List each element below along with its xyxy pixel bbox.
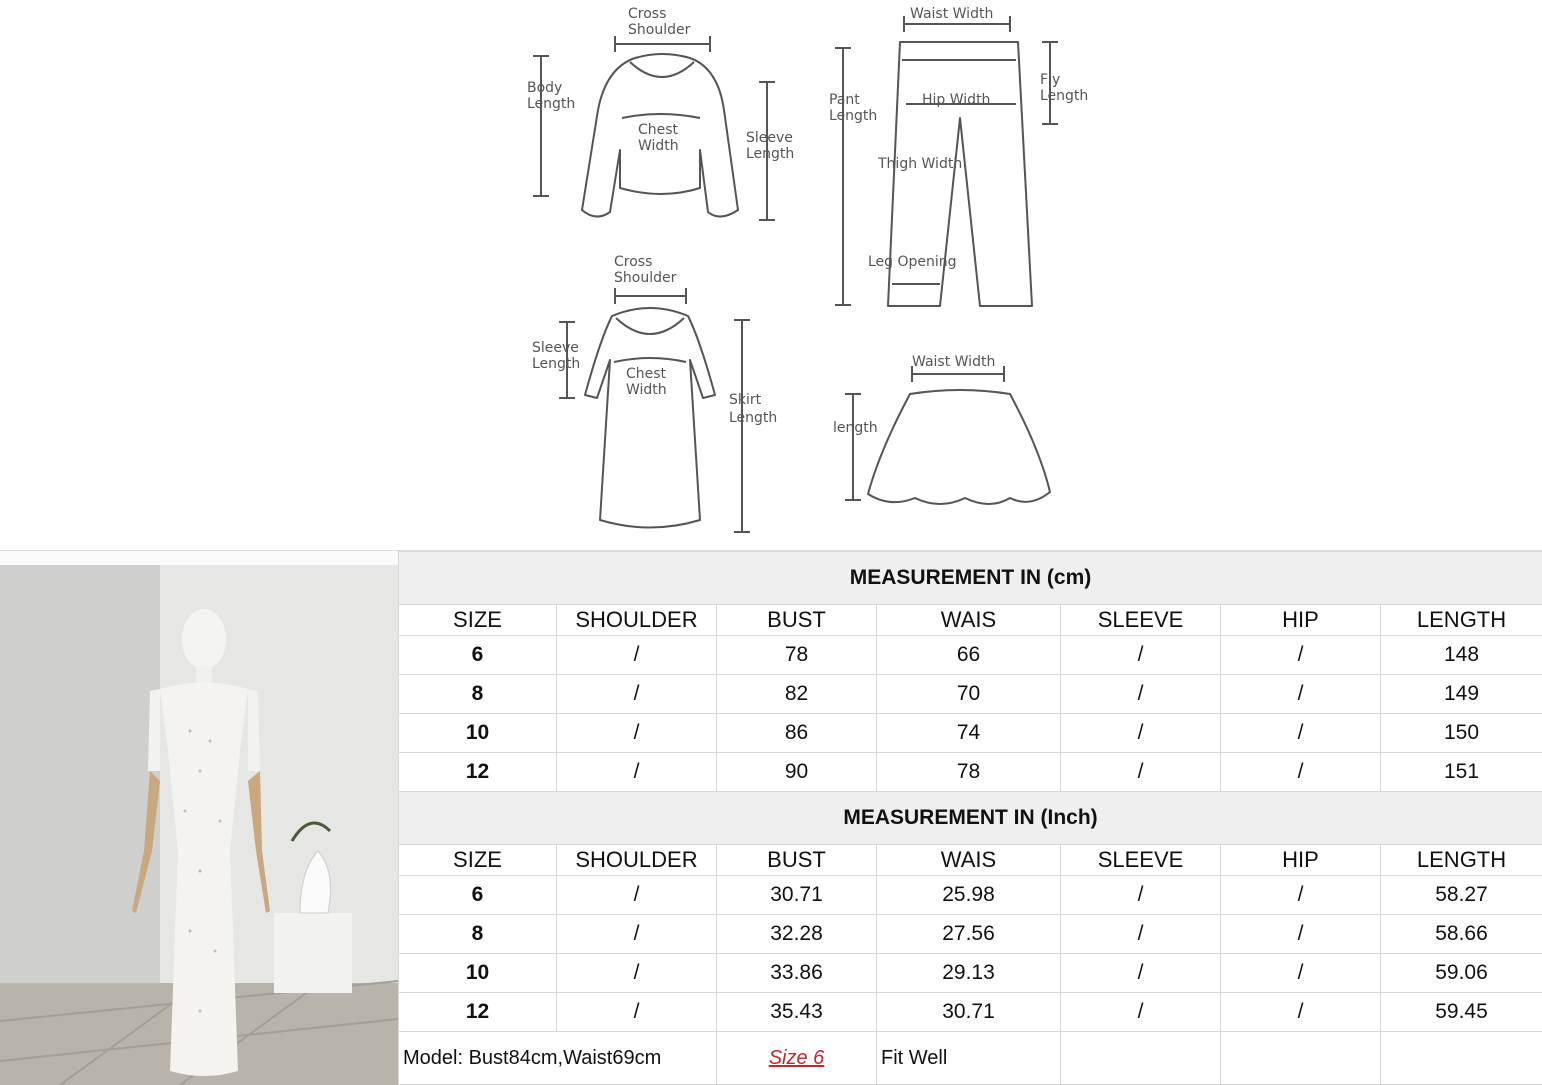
table-cell: 70	[877, 675, 1061, 714]
table-row	[399, 876, 1542, 915]
table-cell: 35.43	[717, 993, 877, 1032]
table-cell: 150	[1381, 714, 1542, 753]
table-cell: 59.06	[1381, 954, 1542, 993]
table-cell: 90	[717, 753, 877, 792]
table-cell: 78	[717, 636, 877, 675]
sweater-sleeve-label-2: Length	[746, 146, 795, 162]
table-row	[399, 954, 1542, 993]
sweater-sleeve-label-1: Sleeve	[746, 130, 793, 146]
fly-length-label-1: Fly	[1040, 72, 1061, 88]
table-cell: 10	[399, 714, 557, 753]
table-cell: 58.66	[1381, 915, 1542, 954]
pants-waist-label: Waist Width	[910, 6, 994, 22]
table-cell: 59.45	[1381, 993, 1542, 1032]
table-cell: /	[557, 675, 717, 714]
table-cell: /	[557, 954, 717, 993]
table-row	[399, 753, 1542, 792]
table-cell: /	[557, 753, 717, 792]
table-cell: 58.27	[1381, 876, 1542, 915]
col-sleeve: SLEEVE	[1061, 605, 1221, 636]
table-cell: /	[1221, 954, 1381, 993]
col-length: LENGTH	[1381, 605, 1542, 636]
table-row	[399, 993, 1542, 1032]
table-cell: 30.71	[717, 876, 877, 915]
dress-cross-shoulder-label-2: Shoulder	[614, 270, 677, 286]
dress-cross-shoulder-label-1: Cross	[614, 254, 653, 270]
table-cell: /	[1221, 675, 1381, 714]
table-cell: 32.28	[717, 915, 877, 954]
leg-opening-label: Leg Opening	[868, 254, 957, 270]
col-waist: WAIS	[877, 605, 1061, 636]
table-cell: /	[1061, 993, 1221, 1032]
table-cell: /	[557, 714, 717, 753]
body-length-label-1: Body	[527, 80, 563, 96]
col-bust: BUST	[717, 605, 877, 636]
table-cell: 6	[399, 876, 557, 915]
col-waist: WAIS	[877, 845, 1061, 876]
table-cell: 149	[1381, 675, 1542, 714]
table-cell: 30.71	[877, 993, 1061, 1032]
model-photo	[0, 551, 398, 1085]
table-cell: /	[1061, 675, 1221, 714]
body-length-label-2: Length	[527, 96, 576, 112]
sweater-cross-shoulder-label-2: Shoulder	[628, 22, 691, 38]
model-measurements: Model: Bust84cm,Waist69cm	[399, 1032, 717, 1085]
table-cell: 66	[877, 636, 1061, 675]
empty-cell	[1221, 1032, 1381, 1085]
sweater-cross-shoulder-label-1: Cross	[628, 6, 667, 22]
cm-table-title: MEASUREMENT IN (cm)	[399, 552, 1542, 605]
table-cell: /	[1061, 714, 1221, 753]
dress-sleeve-label-1: Sleeve	[532, 340, 579, 356]
dress-sleeve-label-2: Length	[532, 356, 581, 372]
table-cell: /	[557, 876, 717, 915]
hip-width-label: Hip Width	[922, 92, 991, 108]
table-cell: 82	[717, 675, 877, 714]
table-cell: /	[1061, 636, 1221, 675]
table-cell: 8	[399, 675, 557, 714]
skirt-outline	[868, 390, 1050, 504]
sweater-chest-label-2: Width	[638, 138, 679, 154]
table-cell: /	[1061, 915, 1221, 954]
table-row	[399, 714, 1542, 753]
table-row	[399, 636, 1542, 675]
table-cell: /	[1221, 636, 1381, 675]
mannequin-dress-image	[0, 551, 398, 1085]
table-cell: 25.98	[877, 876, 1061, 915]
table-row	[399, 915, 1542, 954]
table-cell: 151	[1381, 753, 1542, 792]
col-sleeve: SLEEVE	[1061, 845, 1221, 876]
table-cell: 12	[399, 993, 557, 1032]
dress-chest-label-2: Width	[626, 382, 667, 398]
table-cell: /	[1061, 954, 1221, 993]
pant-length-label-2: Length	[829, 108, 878, 124]
model-row	[399, 1032, 1542, 1085]
table-cell: /	[557, 915, 717, 954]
table-row	[399, 675, 1542, 714]
fly-length-label-2: Length	[1040, 88, 1089, 104]
col-shoulder: SHOULDER	[557, 605, 717, 636]
table-cell: /	[1221, 993, 1381, 1032]
skirt-length-label-2: Length	[729, 410, 778, 426]
table-cell: 6	[399, 636, 557, 675]
table-cell: 148	[1381, 636, 1542, 675]
pant-length-label-1: Pant	[829, 92, 860, 108]
table-cell: /	[557, 993, 717, 1032]
table-cell: 78	[877, 753, 1061, 792]
table-cell: 27.56	[877, 915, 1061, 954]
thigh-width-label: Thigh Width	[878, 156, 963, 172]
col-length: LENGTH	[1381, 845, 1542, 876]
col-hip: HIP	[1221, 605, 1381, 636]
table-cell: 8	[399, 915, 557, 954]
col-size: SIZE	[399, 605, 557, 636]
col-bust: BUST	[717, 845, 877, 876]
table-cell: 10	[399, 954, 557, 993]
table-cell: 86	[717, 714, 877, 753]
table-cell: 33.86	[717, 954, 877, 993]
table-cell: 74	[877, 714, 1061, 753]
table-cell: /	[1061, 753, 1221, 792]
dress-chest-label-1: Chest	[626, 366, 667, 382]
inch-table-title: MEASUREMENT IN (Inch)	[399, 792, 1542, 845]
table-cell: /	[1221, 915, 1381, 954]
empty-cell	[1061, 1032, 1221, 1085]
skirt-waist-label: Waist Width	[912, 354, 996, 370]
sweater-chest-label-1: Chest	[638, 122, 679, 138]
table-cell: /	[1221, 876, 1381, 915]
table-cell: /	[557, 636, 717, 675]
table-cell: 12	[399, 753, 557, 792]
model-size: Size 6	[717, 1032, 877, 1085]
col-size: SIZE	[399, 845, 557, 876]
table-cell: /	[1221, 714, 1381, 753]
fit-note: Fit Well	[877, 1032, 1061, 1085]
col-shoulder: SHOULDER	[557, 845, 717, 876]
table-cell: 29.13	[877, 954, 1061, 993]
empty-cell	[1381, 1032, 1542, 1085]
table-cell: /	[1061, 876, 1221, 915]
dress-outline	[585, 308, 715, 528]
col-hip: HIP	[1221, 845, 1381, 876]
size-table	[398, 551, 1542, 1085]
skirt-length-label-1: Skirt	[729, 392, 762, 408]
skirt-length-label: length	[833, 420, 878, 436]
table-cell: /	[1221, 753, 1381, 792]
